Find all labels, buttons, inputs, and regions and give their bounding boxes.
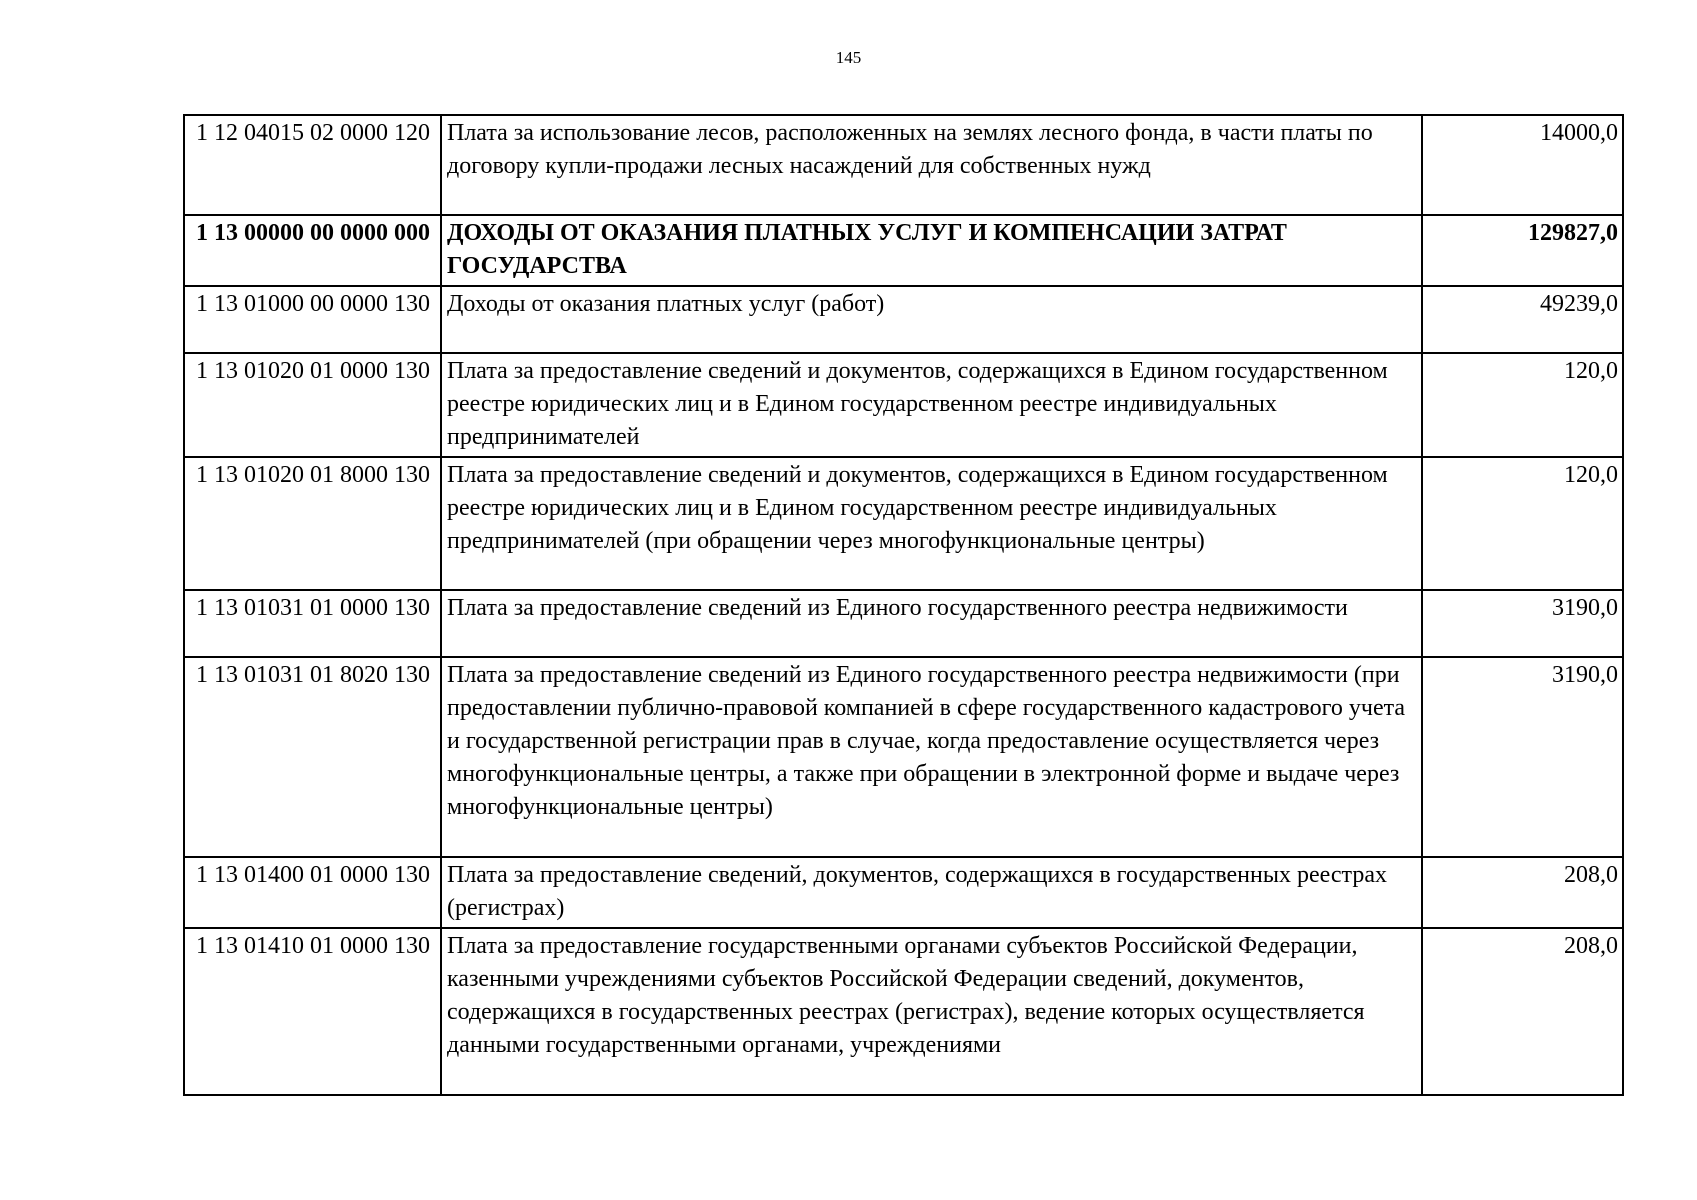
name-cell: Плата за использование лесов, расположенных на землях лесного фонда, в части платы по договору купли-продажи лесных насаждений для собственных нужд [441, 115, 1422, 215]
code-cell: 1 13 01031 01 0000 130 [184, 590, 441, 657]
amount-cell: 208,0 [1422, 928, 1623, 1095]
table-row [184, 115, 1623, 215]
table-row [184, 353, 1623, 457]
code-cell: 1 12 04015 02 0000 120 [184, 115, 441, 215]
code-cell: 1 13 01410 01 0000 130 [184, 928, 441, 1095]
name-cell: Плата за предоставление сведений, документов, содержащихся в государственных реестрах (регистрах) [441, 857, 1422, 928]
code-cell: 1 13 01400 01 0000 130 [184, 857, 441, 928]
amount-cell: 3190,0 [1422, 590, 1623, 657]
code-cell: 1 13 01020 01 8000 130 [184, 457, 441, 590]
name-cell: Плата за предоставление сведений и документов, содержащихся в Едином государственном реестре юридических лиц и в Едином государственном реестре индивидуальных предпринимателей (при обращении через многофункциональные центры) [441, 457, 1422, 590]
table-row [184, 657, 1623, 857]
amount-cell: 208,0 [1422, 857, 1623, 928]
code-cell: 1 13 01031 01 8020 130 [184, 657, 441, 857]
name-cell: ДОХОДЫ ОТ ОКАЗАНИЯ ПЛАТНЫХ УСЛУГ И КОМПЕНСАЦИИ ЗАТРАТ ГОСУДАРСТВА [441, 215, 1422, 286]
budget-revenue-table [183, 114, 1624, 1096]
table-row [184, 286, 1623, 353]
name-cell: Плата за предоставление сведений и документов, содержащихся в Едином государственном реестре юридических лиц и в Едином государственном реестре индивидуальных предпринимателей [441, 353, 1422, 457]
table-row [184, 590, 1623, 657]
amount-cell: 120,0 [1422, 457, 1623, 590]
name-cell: Плата за предоставление государственными органами субъектов Российской Федерации, казенными учреждениями субъектов Российской Федерации сведений, документов, содержащихся в государственных реестрах (регистрах), ведение которых осуществляется данными государственными органами, учреждениями [441, 928, 1422, 1095]
table-row [184, 857, 1623, 928]
name-cell: Плата за предоставление сведений из Единого государственного реестра недвижимости [441, 590, 1422, 657]
amount-cell: 14000,0 [1422, 115, 1623, 215]
code-cell: 1 13 01020 01 0000 130 [184, 353, 441, 457]
amount-cell: 49239,0 [1422, 286, 1623, 353]
name-cell: Доходы от оказания платных услуг (работ) [441, 286, 1422, 353]
page-number: 145 [835, 48, 862, 67]
amount-cell: 3190,0 [1422, 657, 1623, 857]
amount-cell: 129827,0 [1422, 215, 1623, 286]
amount-cell: 120,0 [1422, 353, 1623, 457]
code-cell: 1 13 01000 00 0000 130 [184, 286, 441, 353]
name-cell: Плата за предоставление сведений из Единого государственного реестра недвижимости (при предоставлении публично-правовой компанией в сфере государственного кадастрового учета и государственной регистрации прав в случае, когда предоставление осуществляется через многофункциональные центры, а также при обращении в электронной форме и выдаче через многофункциональные центры) [441, 657, 1422, 857]
table-row [184, 928, 1623, 1095]
table-row [184, 457, 1623, 590]
table-row [184, 215, 1623, 286]
code-cell: 1 13 00000 00 0000 000 [184, 215, 441, 286]
